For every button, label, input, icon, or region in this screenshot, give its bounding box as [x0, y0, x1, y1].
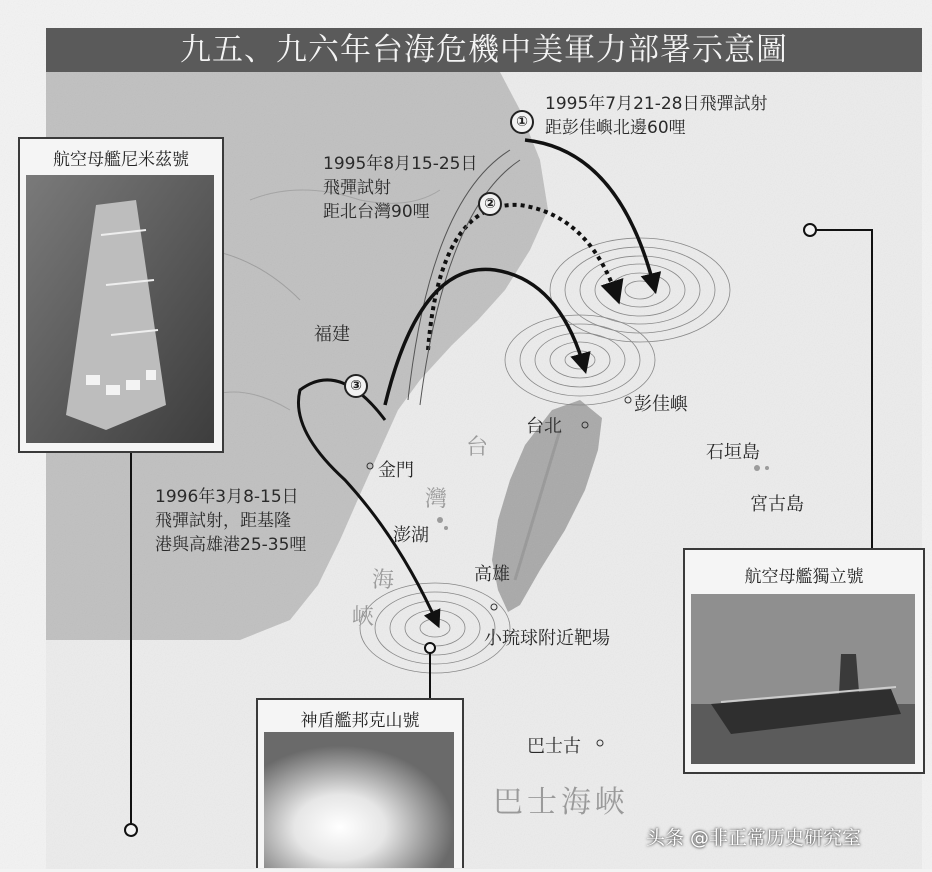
panel-nimitz: [18, 137, 224, 453]
test-3-line3: 港與高雄港25-35哩: [155, 535, 307, 555]
test-2-line2: 飛彈試射: [323, 178, 391, 198]
label-jinmen: 金門: [378, 460, 414, 481]
test-number-3: ③: [344, 374, 368, 398]
test-1-annotation: [545, 92, 767, 140]
impact-zone-north: [550, 238, 730, 342]
panel-independence-title: 航空母艦獨立號: [744, 567, 864, 587]
test-2-annotation: [323, 152, 477, 224]
missile-arc-1: [525, 140, 655, 290]
taiwan-strait-char-2: 灣: [425, 487, 448, 512]
test-3-annotation: [155, 485, 306, 557]
bunker-hill-photo: [264, 732, 456, 868]
test-3-line1: 1996年3月8-15日: [155, 487, 299, 507]
label-xiaoliuqiu: 小琉球附近靶場: [484, 628, 610, 649]
independence-photo: [691, 594, 917, 766]
missile-arc-3b: [298, 380, 438, 625]
label-penghu: 澎湖: [393, 525, 429, 546]
label-kaohsiung: 高雄: [474, 564, 510, 585]
label-taipei: 台北: [526, 416, 562, 437]
map-title: 九五、九六年台海危機中美軍力部署示意圖: [46, 28, 922, 72]
connector-independence: [810, 230, 872, 548]
taiwan-strait-char-3: 海: [372, 568, 395, 593]
label-ishigaki: 石垣島: [706, 442, 760, 463]
test-2-line3: 距北台灣90哩: [323, 202, 430, 222]
label-pengjiayu: 彭佳嶼: [634, 394, 688, 415]
test-2-line1: 1995年8月15-25日: [323, 154, 478, 174]
watermark: 头条 @非正常历史研究室: [646, 827, 862, 849]
panel-independence: [683, 548, 925, 774]
test-1-line1: 1995年7月21-28日飛彈試射: [545, 94, 768, 114]
taiwan-strait-char-4: 峽: [352, 605, 375, 630]
label-fujian: 福建: [314, 324, 350, 345]
test-number-2: ②: [478, 192, 502, 216]
panel-bunker-hill: [256, 698, 464, 868]
label-bashi-gu: 巴士古: [527, 736, 581, 757]
nimitz-photo: [26, 175, 216, 445]
panel-bunker-hill-title: 神盾艦邦克山號: [300, 711, 420, 731]
test-1-line2: 距彭佳嶼北邊60哩: [545, 118, 686, 138]
test-3-line2: 飛彈試射，距基隆: [155, 511, 291, 531]
label-miyako: 宮古島: [750, 494, 804, 515]
test-number-1: ①: [510, 110, 534, 134]
panel-nimitz-title: 航空母艦尼米茲號: [53, 150, 189, 170]
taiwan-strait-char-1: 台: [466, 435, 489, 460]
bashi-channel-label: 巴士海峽: [493, 785, 629, 820]
